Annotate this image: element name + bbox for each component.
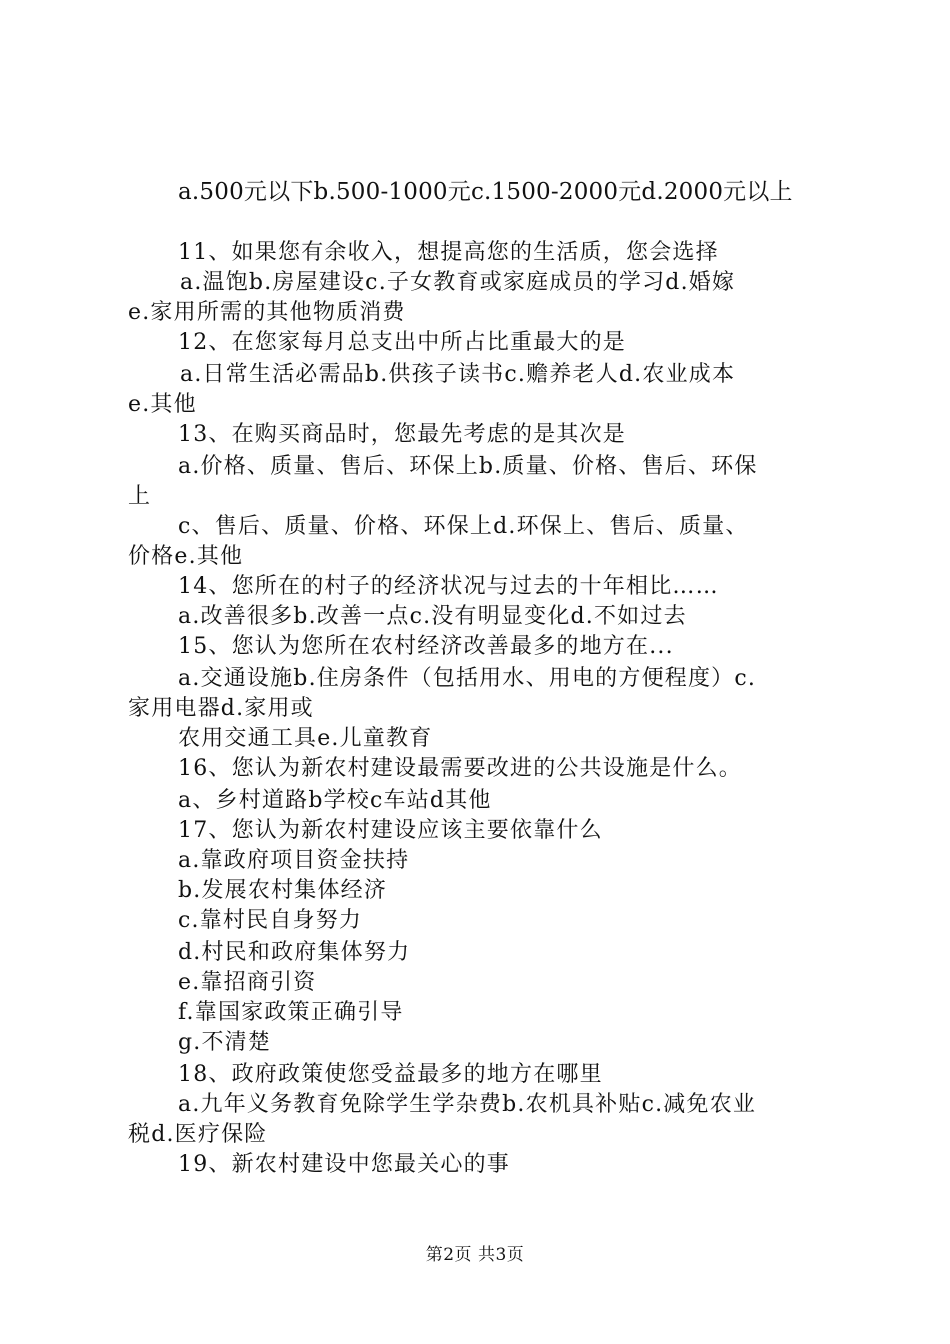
text-line: 14、您所在的村子的经济状况与过去的十年相比…… — [178, 574, 719, 599]
text-line: a.温饱b.房屋建设c.子女教育或家庭成员的学习d.婚嫁 — [180, 270, 736, 295]
text-line: 13、在购买商品时，您最先考虑的是其次是 — [178, 422, 626, 447]
text-line: e.靠招商引资 — [178, 970, 317, 995]
text-line: d.村民和政府集体努力 — [178, 940, 411, 965]
text-line: a.靠政府项目资金扶持 — [178, 848, 410, 873]
text-line: 16、您认为新农村建设最需要改进的公共设施是什么。 — [178, 756, 742, 781]
text-line: 12、在您家每月总支出中所占比重最大的是 — [178, 330, 626, 355]
text-line: 价格e.其他 — [128, 544, 244, 569]
text-line: a.日常生活必需品b.供孩子读书c.赡养老人d.农业成本 — [180, 362, 736, 387]
text-line: 11、如果您有余收入，想提高您的生活质，您会选择 — [178, 240, 719, 265]
text-line: a.改善很多b.改善一点c.没有明显变化d.不如过去 — [178, 604, 687, 629]
text-line: 上 — [128, 484, 152, 509]
text-line: g.不清楚 — [178, 1030, 272, 1055]
text-line: a.价格、质量、售后、环保上b.质量、价格、售后、环保 — [178, 454, 758, 479]
text-line: e.其他 — [128, 392, 197, 417]
text-line: a、乡村道路b学校c车站d其他 — [178, 788, 492, 813]
text-line: c.靠村民自身努力 — [178, 908, 363, 933]
text-line: b.发展农村集体经济 — [178, 878, 388, 903]
text-line: 15、您认为您所在农村经济改善最多的地方在... — [178, 634, 674, 659]
text-line: a.九年义务教育免除学生学杂费b.农机具补贴c.减免农业 — [178, 1092, 757, 1117]
text-line: c、售后、质量、价格、环保上d.环保上、售后、质量、 — [178, 514, 749, 539]
text-line: 农用交通工具e.儿童教育 — [178, 726, 433, 751]
text-line: 19、新农村建设中您最关心的事 — [178, 1152, 510, 1177]
text-line: a.500元以下b.500-1000元c.1500-2000元d.2000元以上 — [178, 179, 793, 205]
text-line: a.交通设施b.住房条件（包括用水、用电的方便程度）c. — [178, 666, 757, 691]
text-line: 税d.医疗保险 — [128, 1122, 268, 1147]
text-line: 17、您认为新农村建设应该主要依靠什么 — [178, 818, 603, 843]
text-line: 家用电器d.家用或 — [128, 696, 314, 721]
text-line: f.靠国家政策正确引导 — [178, 1000, 404, 1025]
text-line: 18、政府政策使您受益最多的地方在哪里 — [178, 1062, 603, 1087]
page-number-footer: 第2页 共3页 — [425, 1245, 525, 1265]
text-line: e.家用所需的其他物质消费 — [128, 300, 406, 325]
